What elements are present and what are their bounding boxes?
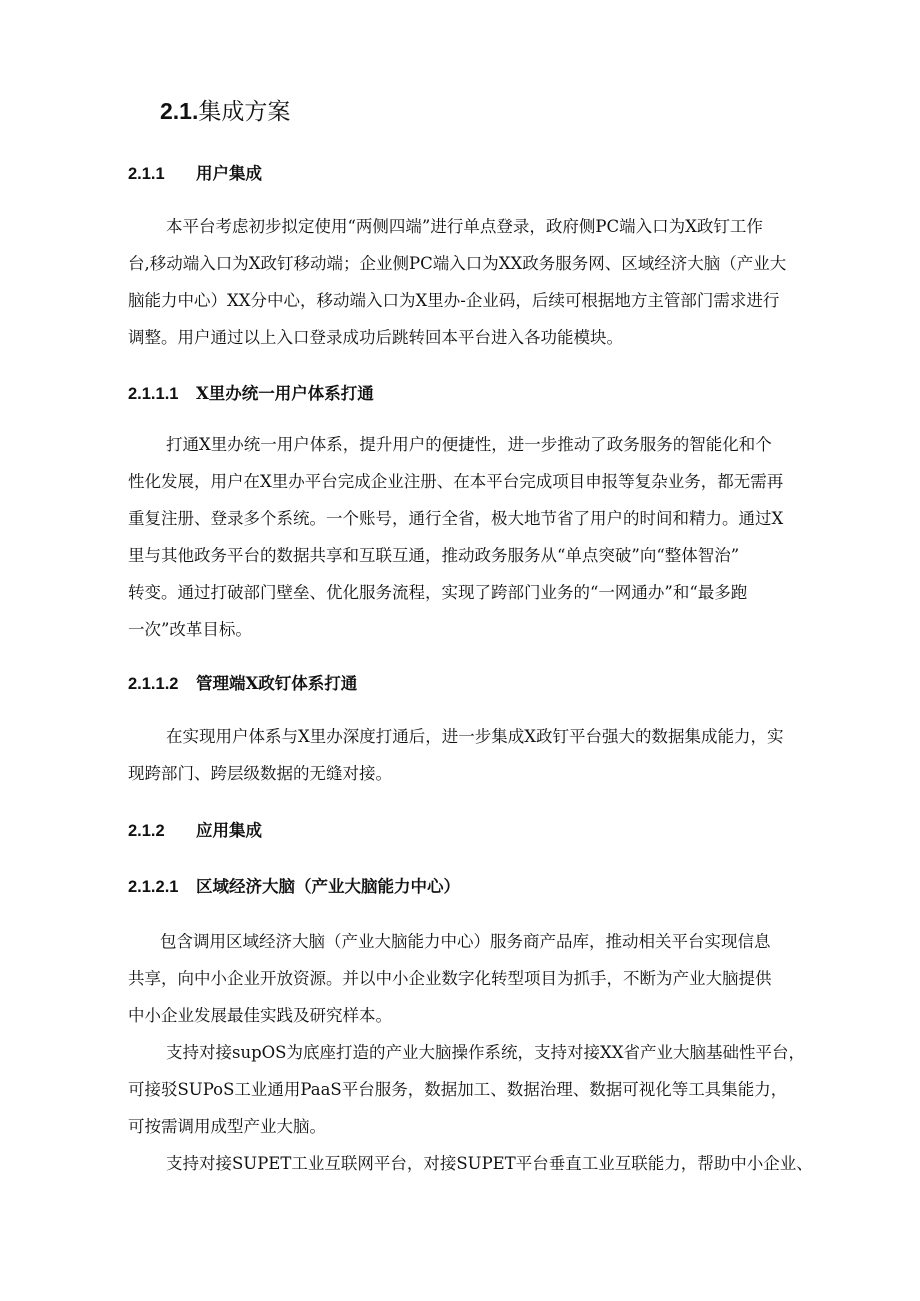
text-line: 包含调用区域经济大脑（产业大脑能力中心）服务商产品库，推动相关平台实现信息 [160,932,771,951]
heading-number: 2.1.1 [128,165,165,183]
heading-number: 2.1.1.2 [128,675,179,693]
text-line: 调整。用户通过以上入口登录成功后跳转回本平台进入各功能模块。 [128,328,623,347]
heading-number: 2.1.2.1 [128,878,179,896]
heading-2-1-1-1 [128,382,374,406]
heading-number: 2.1.2 [128,822,165,840]
text-line: 性化发展，用户在X里办平台完成企业注册、在本平台完成项目申报等复杂业务，都无需再 [128,472,784,491]
paragraph-xzhengding-system [128,718,808,792]
text-line: 脑能力中心）XX分中心，移动端入口为X里办-企业码，后续可根据地方主管部门需求进行 [128,291,780,310]
text-line: 支持对接SUPET工业互联网平台，对接SUPET平台垂直工业互联能力，帮助中小企业、 [166,1154,813,1173]
text-line: 里与其他政务平台的数据共享和互联互通，推动政务服务从“单点突破”向“整体智治” [128,546,740,565]
text-line: 共享，向中小企业开放资源。并以中小企业数字化转型项目为抓手，不断为产业大脑提供 [128,969,772,988]
paragraph-industry-brain-1 [128,923,808,1034]
text-line: 一次”改革目标。 [128,620,252,639]
text-line: 现跨部门、跨层级数据的无缝对接。 [128,764,392,783]
text-line: 可按需调用成型产业大脑。 [128,1117,326,1136]
heading-2-1-2 [128,819,262,843]
text-line: 打通X里办统一用户体系，提升用户的便捷性，进一步推动了政务服务的智能化和个 [166,435,772,454]
paragraph-industry-brain-2 [128,1034,808,1145]
heading-2-1-2-1 [128,875,460,899]
section-title: 集成方案 [198,99,291,125]
heading-number: 2.1.1.1 [128,385,179,403]
text-line: 在实现用户体系与X里办深度打通后，进一步集成X政钉平台强大的数据集成能力，实 [166,727,784,746]
text-line: 台,移动端入口为X政钉移动端；企业侧PC端入口为XX政务服务网、区域经济大脑（产业大 [128,254,787,273]
heading-title: 应用集成 [196,821,262,840]
heading-title: 用户集成 [196,164,262,183]
heading-2-1-1-2 [128,672,357,696]
heading-title: 管理端X政钉体系打通 [196,674,358,693]
paragraph-industry-brain-3 [128,1145,813,1182]
section-number: 2.1. [160,98,199,124]
text-line: 转变。通过打破部门壁垒、优化服务流程，实现了跨部门业务的“一网通办”和“最多跑 [128,583,748,602]
paragraph-xliban-user-system [128,426,808,648]
text-line: 可接驳SUPoS工业通用PaaS平台服务，数据加工、数据治理、数据可视化等工具集能力， [128,1080,788,1099]
text-line: 支持对接supOS为底座打造的产业大脑操作系统，支持对接XX省产业大脑基础性平台， [166,1043,805,1062]
text-line: 重复注册、登录多个系统。一个账号，通行全省，极大地节省了用户的时间和精力。通过X [128,509,784,528]
text-line: 中小企业发展最佳实践及研究样本。 [128,1006,392,1025]
text-line: 本平台考虑初步拟定使用“两侧四端”进行单点登录，政府侧PC端入口为X政钉工作 [166,217,763,236]
section-heading [160,94,290,129]
paragraph-user-integration [128,208,808,356]
heading-2-1-1 [128,162,262,186]
heading-title: X里办统一用户体系打通 [196,384,374,403]
heading-title: 区域经济大脑（产业大脑能力中心） [196,877,460,896]
